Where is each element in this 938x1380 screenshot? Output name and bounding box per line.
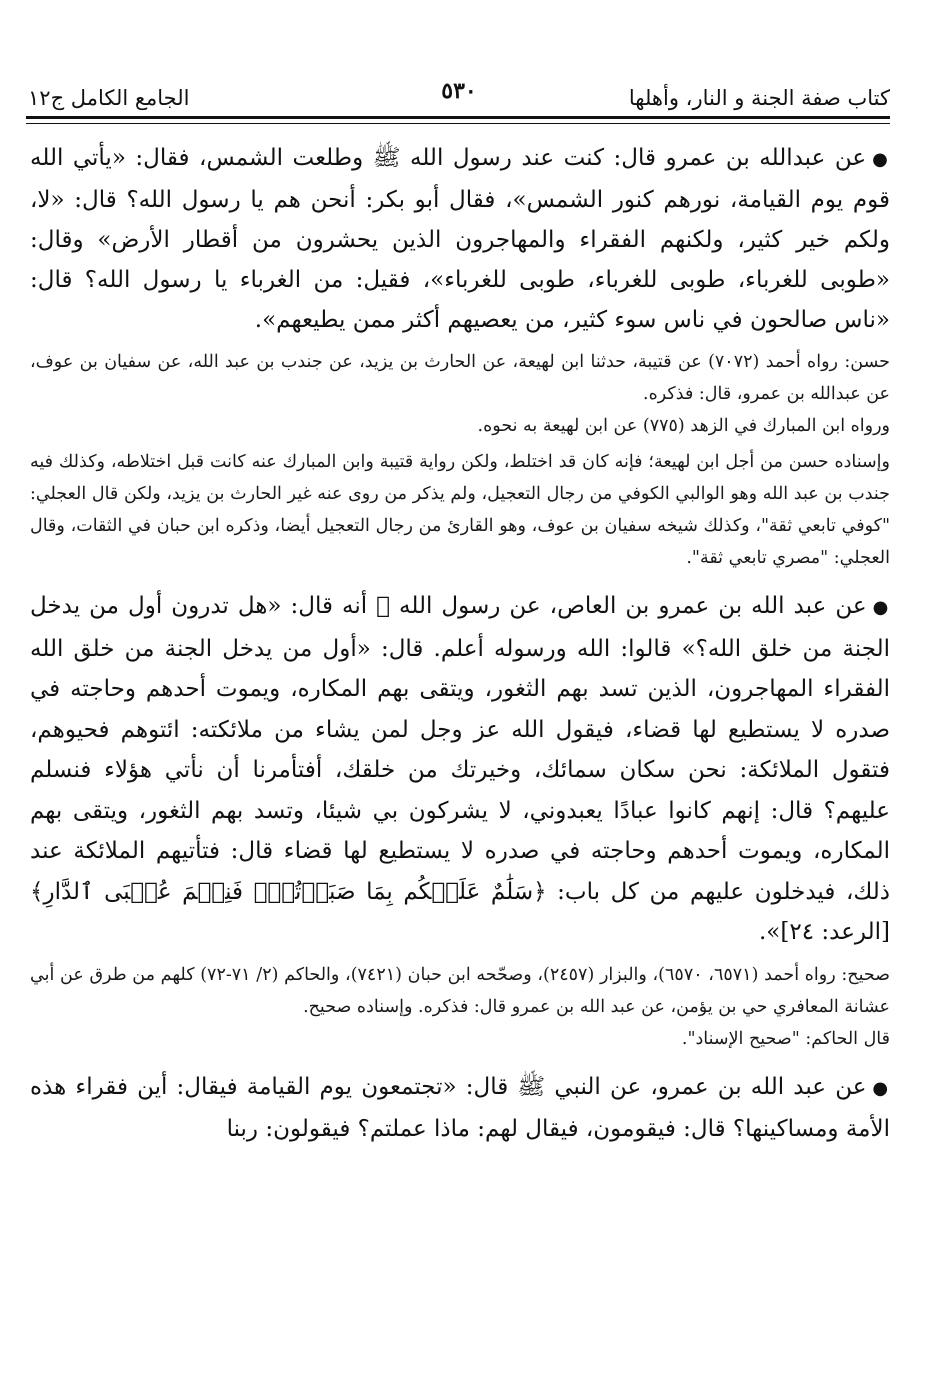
bullet-icon: ● <box>872 149 890 170</box>
takhrij-note: وإسناده حسن من أجل ابن لهيعة؛ فإنه كان قد اختلط، ولكن رواية قتيبة وابن المبارك عنه كانت قبل اختلاطه، وكذلك فيه جندب بن عبد الله وهو الوالبي الكوفي من رجال التعجيل، ولم يذكر من روى عنه غير الحارث بن يزيد، ولكن قال العجلي: "كوفي تابعي ثقة"، وكذلك شيخه سفيان بن عوف، وهو القارئ من رجال التعجيل أيضا، وذكره ابن حبان في الثقات، وقال العجلي: "مصري تابعي ثقة". <box>30 452 890 568</box>
hadith-text: ●عن عبد الله بن عمرو بن العاص، عن رسول الله ﷺ أنه قال: «هل تدرون أول من يدخل الجنة من خلق الله؟» قالوا: الله ورسوله أعلم. قال: «أول من يدخل الجنة من خلق الله الفقراء المهاجرون، الذين تسد بهم الثغور، ويتقى بهم المكاره، ويموت أحدهم وحاجته في صدره لا يستطيع لها قضاء، فيقول الله عز وجل لمن يشاء من ملائكته: ائتوهم فحيوهم، فتقول الملائكة: نحن سكان سمائك، وخيرتك من خلقك، أفتأمرنا أن نأتي هؤلاء فنسلم عليهم؟ قال: إنهم كانوا عبادًا يعبدوني، لا يشركون بي شيئا، وتسد بهم الثغور، ويتقى بهم المكاره، ويموت أحدهم وحاجته في صدره لا يستطيع لها قضاء قال: فتأتيهم الملائكة عند ذلك، فيدخلون عليهم من كل باب: ﴿سَلَٰمٌ عَلَيۡكُم بِمَا صَبَرۡتُمۡۚ فَنِعۡمَ عُقۡبَى ٱلدَّارِ﴾ [الرعد: ٢٤]». <box>30 593 890 945</box>
page-content <box>30 138 890 1156</box>
hadith-text: ●عن عبدالله بن عمرو قال: كنت عند رسول الله ﷺ وطلعت الشمس، فقال: «يأتي الله قوم يوم القيامة، نورهم كنور الشمس»، فقال أبو بكر: أنحن هم يا رسول الله؟ قال: «لا، ولكم خير كثير، ولكنهم الفقراء والمهاجرون الذين يحشرون من أقطار الأرض» وقال: «طوبى للغرباء، طوبى للغرباء، طوبى للغرباء»، فقيل: من الغرباء يا رسول الله؟ قال: «ناس صالحون في ناس سوء كثير، من يعصيهم أكثر ممن يطيعهم». <box>30 145 890 333</box>
bullet-icon: ● <box>872 1077 890 1099</box>
page-header <box>28 70 890 110</box>
header-rule-thin <box>26 123 890 124</box>
takhrij-notes <box>30 346 890 574</box>
bullet-icon: ● <box>872 597 890 618</box>
takhrij-note: قال الحاكم: "صحيح الإسناد". <box>681 1028 890 1049</box>
hadith-text: ●عن عبد الله بن عمرو، عن النبي ﷺ قال: «تجتمعون يوم القيامة فيقال: أين فقراء هذه الأمة ومساكينها؟ قال: فيقومون، فيقال لهم: ماذا عملتم؟ فيقولون: ربنا <box>30 1073 890 1142</box>
takhrij-note: حسن: رواه أحمد (٧٠٧٢) عن قتيبة، حدثنا ابن لهيعة، عن الحارث بن يزيد، عن جندب بن عبد الله، عن سفيان بن عوف، عن عبدالله بن عمرو، قال: فذكره. <box>30 352 891 404</box>
header-rule-thick <box>26 116 890 119</box>
takhrij-note: ورواه ابن المبارك في الزهد (٧٧٥) عن ابن لهيعة به نحوه. <box>477 416 890 436</box>
takhrij-note: صحيح: رواه أحمد (٦٥٧١، ٦٥٧٠)، والبزار (٢٤٥٧)، وصحّحه ابن حبان (٧٤٢١)، والحاكم (٢/ ٧١-٧٢) كلهم من طرق عن أبي عشانة المعافري حي بن يؤمن، عن عبد الله بن عمرو قال: فذكره. وإسناده صحيح. <box>30 964 891 1017</box>
page-number: ٥٣٠ <box>441 78 477 104</box>
chapter-title: كتاب صفة الجنة و النار، وأهلها <box>628 86 890 110</box>
book-title: الجامع الكامل ج١٢ <box>28 86 190 110</box>
takhrij-notes <box>30 959 890 1055</box>
